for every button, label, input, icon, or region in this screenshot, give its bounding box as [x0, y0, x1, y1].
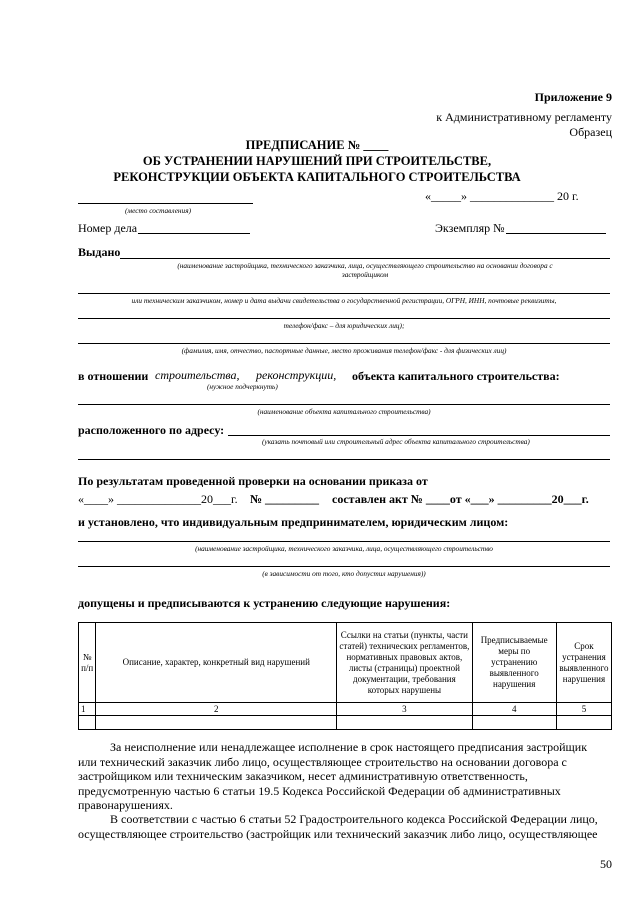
issued-caption-1b: застройщиком: [341, 270, 389, 279]
inspection-line-1: По результатам проведенной проверки на основании приказа от: [78, 474, 428, 488]
issued-label: Выдано: [78, 245, 121, 259]
inspection-act: составлен акт № ____от «___» _________20___г.: [332, 492, 589, 506]
copy-number-line: [506, 233, 606, 234]
object-option-construction: строительства,: [155, 368, 240, 382]
table-cell: 1: [79, 703, 96, 716]
appendix-label: Приложение 9: [534, 90, 612, 104]
issued-line-3: [78, 318, 610, 319]
issued-caption-1: (наименование застройщика, технического заказчика, лица, осуществляющего строительство на основании договора с: [177, 261, 553, 270]
table-cell: [556, 716, 611, 730]
address-caption: (указать почтовый или строительный адрес объекта капитального строительства): [262, 437, 530, 446]
violations-heading: допущены и предписываются к устранению следующие нарушения:: [78, 596, 451, 610]
paragraph-line: или технический заказчик либо лицо, осуществляющее строительство на основании договора с: [78, 754, 567, 769]
table-cell: 5: [556, 703, 611, 716]
table-cell: [337, 716, 472, 730]
underline-caption: (нужное подчеркнуть): [207, 382, 278, 391]
object-option-reconstruction: реконструкции,: [256, 368, 337, 382]
paragraph-line: застройщиком или техническим заказчиком, несет административную ответственность,: [78, 769, 528, 783]
table-cell: [96, 716, 337, 730]
issued-caption-4: (фамилия, имя, отчество, паспортные данные, место проживания телефон/факс - для физических лиц): [181, 346, 507, 355]
address-line: [228, 435, 610, 436]
table-cell: [79, 716, 96, 730]
table-row: [79, 716, 612, 730]
col-number: № п/п: [79, 623, 96, 703]
issued-line-4: [78, 343, 610, 344]
inspection-line-3: и установлено, что индивидуальным предпринимателем, юридическим лицом:: [78, 515, 509, 529]
paragraph-line: правонарушениях.: [78, 798, 173, 812]
page-number: 50: [600, 857, 612, 871]
inspection-line-5: [78, 566, 610, 567]
address-label: расположенного по адресу:: [78, 423, 225, 437]
copy-number-label: Экземпляр №: [435, 221, 505, 235]
object-prefix: в отношении: [78, 369, 149, 383]
violations-table: [78, 622, 612, 730]
col-deadline: Срок устранения выявленного нарушения: [556, 623, 611, 703]
col-references: Ссылки на статьи (пункты, части статей) технических регламентов, нормативных правовых актов, листы (страницы) проектной документации, требования которых нарушены: [337, 623, 472, 703]
table-cell: 3: [337, 703, 472, 716]
place-caption: (место составления): [125, 206, 192, 215]
table-row: [79, 703, 612, 716]
col-description: Описание, характер, конкретный вид нарушений: [96, 623, 337, 703]
paragraph-line: предусмотренную частью 6 статьи 19.5 Кодекса Российской Федерации об административных: [78, 783, 561, 798]
issued-line: [120, 258, 610, 259]
table-header-row: [79, 623, 612, 703]
table-cell: 4: [472, 703, 556, 716]
inspection-line-4: [78, 541, 610, 542]
object-name-line: [78, 404, 610, 405]
case-number-label: Номер дела: [78, 221, 138, 235]
object-name-caption: (наименование объекта капитального строительства): [257, 407, 431, 416]
regulation-label: к Административному регламенту: [436, 110, 612, 124]
address-line-2: [78, 459, 610, 460]
inspection-order-number: № _________: [250, 492, 320, 506]
inspection-order-date: «____» ______________20___г.: [78, 492, 238, 506]
title-line1: ПРЕДПИСАНИЕ № ____: [245, 138, 389, 152]
liability-paragraph: [78, 740, 612, 813]
paragraph-line: За неисполнение или ненадлежащее исполнение в срок настоящего предписания застройщик: [110, 740, 588, 754]
regulation-paragraph: [78, 812, 612, 841]
place-line: [78, 203, 253, 204]
inspection-caption-2: (в зависимости от того, кто допустил нарушения)): [262, 569, 426, 578]
inspection-caption-1: (наименование застройщика, технического заказчика, лица, осуществляющего строительство: [195, 544, 493, 553]
title-line2: ОБ УСТРАНЕНИИ НАРУШЕНИЙ ПРИ СТРОИТЕЛЬСТВЕ,: [142, 154, 492, 168]
issued-caption-3: телефон/факс – для юридических лиц);: [283, 321, 405, 330]
issued-line-2: [78, 293, 610, 294]
object-suffix: объекта капитального строительства:: [352, 369, 560, 383]
paragraph-line: осуществляющее строительство (застройщик или технический заказчик либо лицо, осуществляющее: [78, 826, 598, 841]
col-measures: Предписываемые меры по устранению выявленного нарушения: [472, 623, 556, 703]
date-field: «_____» ______________ 20 г.: [425, 189, 579, 203]
issued-caption-2: или техническим заказчиком, номер и дата выдачи свидетельства о государственной регистрации, ОГРН, ИНН, почтовые реквизиты,: [131, 296, 557, 305]
table-cell: 2: [96, 703, 337, 716]
case-number-line: [138, 233, 250, 234]
paragraph-line: В соответствии с частью 6 статьи 52 Градостроительного кодекса Российской Федерации лицо,: [110, 812, 598, 826]
sample-label: Образец: [569, 125, 612, 139]
title-line3: РЕКОНСТРУКЦИИ ОБЪЕКТА КАПИТАЛЬНОГО СТРОИТЕЛЬСТВА: [113, 170, 521, 184]
table-cell: [472, 716, 556, 730]
